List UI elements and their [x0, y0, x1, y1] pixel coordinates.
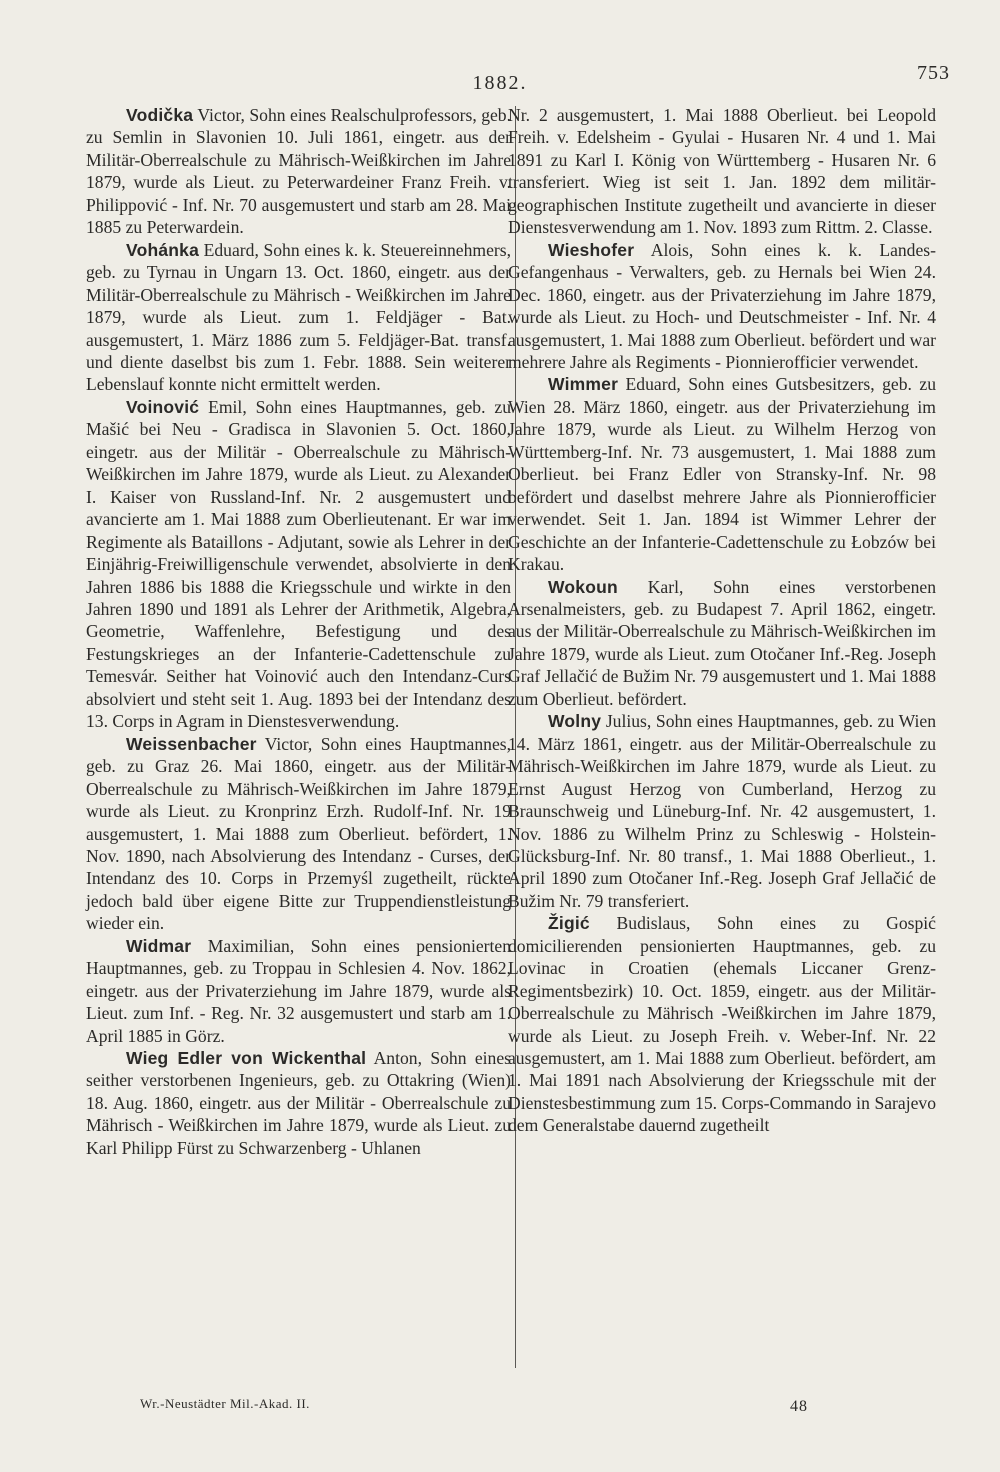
- biography-entry: [86, 935, 511, 1047]
- biography-entry: [508, 373, 936, 575]
- entry-text: Victor, Sohn eines Hauptmannes, geb. zu Graz 26. Mai 1860, eingetr. aus der Militär-Oberrealschule zu Mährisch-Weißkirchen im Jahre 1879, wurde als Lieut. zu Kronprinz Erzh. Rudolf-Inf. Nr. 19 ausgemustert, 1. Mai 1888 zum Oberlieut. befördert, 1. Nov. 1890, nach Absolvierung des Intendanz - Curses, der Intendanz des 10. Corps in Przemyśl zugetheilt, rückte jedoch bald über eigene Bitte zur Truppendienstleistung wieder ein.: [86, 733, 511, 934]
- sheet-number: 48: [790, 1398, 808, 1415]
- entry-text: Julius, Sohn eines Hauptmannes, geb. zu Wien 14. März 1861, eingetr. aus der Militär-Oberrealschule zu Mährisch-Weißkirchen im Jahre 1879, wurde als Lieut. zu Ernst August Herzog von Cumberland, Herzog zu Braunschweig und Lüneburg-Inf. Nr. 42 ausgemustert, 1. Nov. 1886 zu Wilhelm Prinz zu Schleswig - Holstein-Glücksburg-Inf. Nr. 80 transf., 1. Mai 1888 Oberlieut., 1. April 1890 zum Otočaner Inf.-Reg. Joseph Graf Jellačić de Bužim Nr. 79 transferiert.: [508, 711, 936, 911]
- biography-entry: [86, 396, 511, 733]
- entry-paragraph: [508, 239, 936, 374]
- left-column: [86, 104, 511, 1159]
- entry-text: Budislaus, Sohn eines zu Gospić domicilierenden pensionierten Hauptmannes, geb. zu Lovinac in Croatien (ehemals Liccaner Grenz-Regimentsbezirk) 10. Oct. 1859, eingetr. aus der Militär- Oberrealschule zu Mährisch -Weißkirchen im Jahre 1879, wurde als Lieut. zu Joseph Freih. v. Weber-Inf. Nr. 22 ausgemustert, am 1. Mai 1888 zum Oberlieut. befördert, am 1. Mai 1891 nach Absolvierung der Kriegsschule mit der Dienstesbestimmung zum 15. Corps-Commando in Sarajevo dem Generalstabe dauernd zugetheilt: [508, 913, 936, 1136]
- entry-paragraph: [508, 912, 936, 1137]
- page-number: 753: [917, 62, 950, 84]
- entry-surname: Wolny: [548, 711, 602, 732]
- entry-text: Emil, Sohn eines Hauptmannes, geb. zu Mašić bei Neu - Gradisca in Slavonien 5. Oct. 1860, eingetr. aus der Militär - Oberrealschule zu Mährisch-Weißkirchen im Jahre 1879, wurde als Lieut. zu Alexander I. Kaiser von Russland-Inf. Nr. 2 ausgemustert und avancierte am 1. Mai 1888 zum Oberlieutenant. Er war im Regimente als Bataillons - Adjutant, sowie als Lehrer in der Einjährig-Freiwilligenschule verwendet, absolvierte in den Jahren 1886 bis 1888 die Kriegsschule und wirkte in den Jahren 1890 und 1891 als Lehrer der Arithmetik, Algebra, Geometrie, Waffenlehre, Befestigung und des Festungskrieges an der Infanterie-Cadettenschule zu Temesvár. Seither hat Voinović auch den Intendanz-Curs absolviert und steht seit 1. Aug. 1893 bei der Intendanz des 13. Corps in Agram in Dienstesverwendung.: [86, 396, 511, 732]
- continued-entry-text: Nr. 2 ausgemustert, 1. Mai 1888 Oberlieut. bei Leopold Freih. v. Edelsheim - Gyulai - Husaren Nr. 4 und 1. Mai 1891 zu Karl I. König von Württemberg - Husaren Nr. 6 transferiert. Wieg ist seit 1. Jan. 1892 dem militär-geographischen Institute zugetheilt und avancierte in dieser Dienstesverwendung am 1. Nov. 1893 zum Rittm. 2. Classe.: [508, 105, 936, 238]
- entry-surname: Žigić: [548, 913, 590, 934]
- entry-surname: Vodička: [126, 105, 194, 125]
- biography-entry: [508, 576, 936, 711]
- biography-entry: [86, 239, 511, 396]
- entry-paragraph: [86, 104, 511, 239]
- entry-paragraph: [86, 935, 511, 1047]
- entry-paragraph: [508, 373, 936, 575]
- biography-entry: [86, 733, 511, 935]
- entry-paragraph: [86, 239, 511, 396]
- biography-entry: [508, 912, 936, 1137]
- entry-text: Karl, Sohn eines verstorbenen Arsenalmeisters, geb. zu Budapest 7. April 1862, eingetr. aus der Militär-Oberrealschule zu Mährisch-Weißkirchen im Jahre 1879, wurde als Lieut. zum Otočaner Inf.-Reg. Joseph Graf Jellačić de Bužim Nr. 79 ausgemustert und 1. Mai 1888 zum Oberlieut. befördert.: [508, 576, 937, 709]
- entry-text: Maximilian, Sohn eines pensionierten Hauptmannes, geb. zu Troppau in Schlesien 4. Nov. 1862, eingetr. aus der Privaterziehung im Jahre 1879, wurde als Lieut. zum Inf. - Reg. Nr. 32 ausgemustert und starb am 1. April 1885 in Görz.: [86, 935, 511, 1046]
- sheet-signature: Wr.-Neustädter Mil.-Akad. II.: [140, 1396, 310, 1411]
- entry-paragraph: [508, 710, 936, 912]
- entry-surname: Wimmer: [548, 374, 619, 395]
- entry-surname: Vohánka: [126, 239, 200, 260]
- entry-paragraph: [508, 576, 936, 711]
- entry-surname: Weissenbacher: [126, 733, 257, 754]
- entry-surname: Widmar: [126, 935, 192, 956]
- running-year-header: 1882.: [472, 72, 528, 94]
- entry-paragraph: [86, 1047, 511, 1159]
- entry-surname: Wieshofer: [548, 239, 635, 260]
- entry-text: Eduard, Sohn eines Gutsbesitzers, geb. zu Wien 28. März 1860, eingetr. aus der Privaterziehung im Jahre 1879, wurde als Lieut. zu Wilhelm Herzog von Württemberg-Inf. Nr. 73 ausgemustert, 1. Mai 1888 zum Oberlieut. bei Franz Edler von Stransky-Inf. Nr. 98 befördert und daselbst mehrere Jahre als Pionnierofficier verwendet. Seit 1. Jan. 1894 ist Wimmer Lehrer der Geschichte an der Infanterie-Cadettenschule zu Łobzów bei Krakau.: [508, 374, 936, 575]
- biography-entry: [86, 1047, 511, 1159]
- entry-text: Anton, Sohn eines seither verstorbenen Ingenieurs, geb. zu Ottakring (Wien) 18. Aug. 1860, eingetr. aus der Militär - Oberrealschule zu Mährisch - Weißkirchen im Jahre 1879, wurde als Lieut. zu Karl Philipp Fürst zu Schwarzenberg - Uhlanen: [86, 1048, 511, 1158]
- entry-paragraph: [86, 396, 511, 733]
- entry-text: Eduard, Sohn eines k. k. Steuereinnehmers, geb. zu Tyrnau in Ungarn 13. Oct. 1860, eingetr. aus der Militär-Oberrealschule zu Mährisch - Weißkirchen im Jahre 1879, wurde als Lieut. zum 1. Feldjäger - Bat. ausgemustert, 1. März 1886 zum 5. Feldjäger-Bat. transf. und diente daselbst bis zum 1. Febr. 1888. Sein weiterer Lebenslauf konnte nicht ermittelt werden.: [86, 239, 511, 395]
- entry-surname: Wokoun: [548, 576, 618, 597]
- right-column: [508, 104, 936, 1137]
- biography-entry: [508, 710, 936, 912]
- entry-paragraph: [86, 733, 511, 935]
- entry-surname: Voinović: [126, 396, 200, 417]
- biography-entry: [508, 239, 936, 374]
- entry-text: Victor, Sohn eines Realschulprofessors, geb. zu Semlin in Slavonien 10. Juli 1861, eingetr. aus der Militär-Oberrealschule zu Mährisch-Weißkirchen im Jahre 1879, wurde als Lieut. zu Peterwardeiner Franz Freih. v. Philippović - Inf. Nr. 70 ausgemustert und starb am 28. Mai 1885 zu Peterwardein.: [86, 105, 511, 238]
- biography-entry: [86, 104, 511, 239]
- entry-surname: Wieg Edler von Wickenthal: [126, 1048, 367, 1069]
- entry-text: Alois, Sohn eines k. k. Landes-Gefangenhaus - Verwalters, geb. zu Hernals bei Wien 24. Dec. 1860, eingetr. aus der Privaterziehung im Jahre 1879, wurde als Lieut. zu Hoch- und Deutschmeister - Inf. Nr. 4 ausgemustert, 1. Mai 1888 zum Oberlieut. befördert und war mehrere Jahre als Regiments - Pionnierofficier verwendet.: [508, 239, 936, 372]
